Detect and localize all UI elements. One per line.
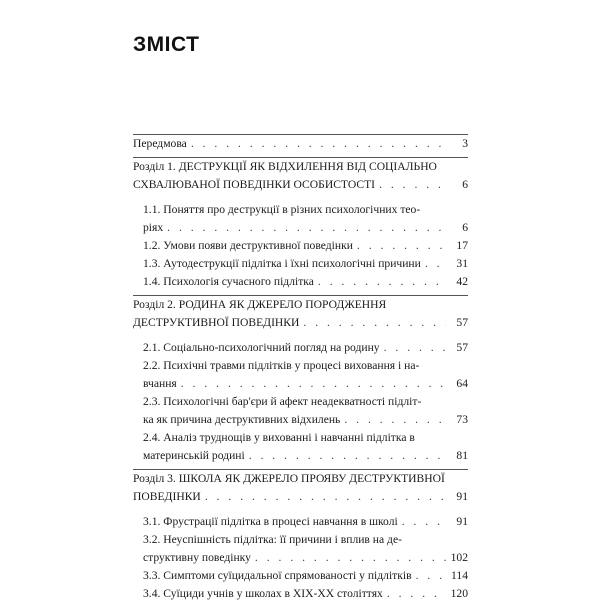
toc-subentry-title: 3.2. Неуспішність підлітка: її причини і вплив на де- <box>143 533 402 546</box>
toc-subentry <box>143 447 468 465</box>
dot-leader <box>387 585 446 603</box>
toc-subentry <box>143 567 468 585</box>
toc-page-number: 57 <box>456 341 468 354</box>
toc-page-number: 81 <box>456 449 468 462</box>
toc-subentry <box>143 273 468 291</box>
dot-leader <box>255 549 446 567</box>
toc-subentry-title: 1.2. Умови появи деструктивної поведінки <box>143 239 353 252</box>
dot-leader <box>402 513 446 531</box>
toc-page-number: 6 <box>462 178 468 191</box>
toc-subentry-title-cont: вчання <box>143 377 177 390</box>
dot-leader <box>181 375 446 393</box>
toc-subentry <box>143 237 468 255</box>
table-of-contents <box>133 134 468 603</box>
toc-subentry-title: 3.4. Суїциди учнів у школах в ХІХ-ХХ століттях <box>143 587 383 600</box>
toc-page-number: 114 <box>451 569 468 582</box>
toc-subentry-title: 3.1. Фрустрації підлітка в процесі навчання в школі <box>143 515 398 528</box>
toc-section-title-cont: СХВАЛЮВАНОЇ ПОВЕДІНКИ ОСОБИСТОСТІ <box>133 178 376 191</box>
toc-section-title: Розділ 2. РОДИНА ЯК ДЖЕРЕЛО ПОРОДЖЕННЯ <box>133 298 387 311</box>
toc-subentry <box>143 411 468 429</box>
toc-page-number: 31 <box>456 257 468 270</box>
toc-subentry-title-cont: ка як причина деструктивних відхилень <box>143 413 341 426</box>
dot-leader <box>303 314 446 332</box>
toc-page-number: 64 <box>456 377 468 390</box>
toc-page-number: 91 <box>456 515 468 528</box>
dot-leader <box>379 176 446 194</box>
toc-subentry-title-cont: материнській родині <box>143 449 245 462</box>
toc-subentry-title-cont: ріях <box>143 221 164 234</box>
toc-subentry-title: 1.4. Психологія сучасного підлітка <box>143 275 314 288</box>
toc-section-1 <box>133 176 468 194</box>
toc-page-number: 102 <box>450 551 468 564</box>
dot-leader <box>416 567 446 585</box>
dot-leader <box>357 237 446 255</box>
toc-page-number: 57 <box>456 316 468 329</box>
toc-subentry <box>143 549 468 567</box>
toc-subentry <box>143 255 468 273</box>
toc-subentry <box>143 375 468 393</box>
toc-section-title: Розділ 3. ШКОЛА ЯК ДЖЕРЕЛО ПРОЯВУ ДЕСТРУКТИВНОЇ <box>133 472 445 485</box>
page-title: ЗМІСТ <box>133 33 200 56</box>
toc-page-number: 17 <box>456 239 468 252</box>
toc-page-number: 91 <box>456 490 468 503</box>
toc-page-number: 73 <box>456 413 468 426</box>
toc-section-2 <box>133 314 468 332</box>
dot-leader <box>249 447 446 465</box>
dot-leader <box>384 339 446 357</box>
toc-page-number: 6 <box>462 221 468 234</box>
dot-leader <box>344 411 446 429</box>
toc-subentry <box>143 219 468 237</box>
toc-page-number: 3 <box>462 137 468 150</box>
toc-subentry <box>143 585 468 603</box>
toc-subentry-title: 2.3. Психологічні бар'єри й афект неадекватності підліт- <box>143 395 422 408</box>
toc-page-number: 120 <box>450 587 468 600</box>
toc-section-title: Розділ 1. ДЕСТРУКЦІЇ ЯК ВІДХИЛЕННЯ ВІД СОЦІАЛЬНО <box>133 160 437 173</box>
toc-subentry <box>143 339 468 357</box>
toc-subentry-title: 2.1. Соціально-психологічний погляд на родину <box>143 341 380 354</box>
toc-subentry-title: 1.1. Поняття про деструкції в різних психологічних тео- <box>143 203 421 216</box>
toc-section-3 <box>133 488 468 506</box>
toc-page-number: 42 <box>456 275 468 288</box>
dot-leader <box>167 219 446 237</box>
dot-leader <box>318 273 446 291</box>
toc-entry-preface <box>133 135 468 153</box>
toc-section-title-cont: ПОВЕДІНКИ <box>133 490 201 503</box>
toc-section-title-cont: ДЕСТРУКТИВНОЇ ПОВЕДІНКИ <box>133 316 300 329</box>
toc-entry-title: Передмова <box>133 137 187 150</box>
dot-leader <box>425 255 446 273</box>
toc-subentry-title-cont: структивну поведінку <box>143 551 251 564</box>
toc-subentry-title: 2.2. Психічні травми підлітків у процесі виховання і на- <box>143 359 420 372</box>
toc-subentry-title: 1.3. Аутодеструкції підлітка і їхні психологічні причини <box>143 257 421 270</box>
toc-subentry-title: 2.4. Аналіз труднощів у вихованні і навчанні підлітка в <box>143 431 415 444</box>
toc-subentry <box>143 513 468 531</box>
toc-subentry-title: 3.3. Симптоми суїцидальної спрямованості у підлітків <box>143 569 412 582</box>
dot-leader <box>205 488 446 506</box>
dot-leader <box>191 135 446 153</box>
